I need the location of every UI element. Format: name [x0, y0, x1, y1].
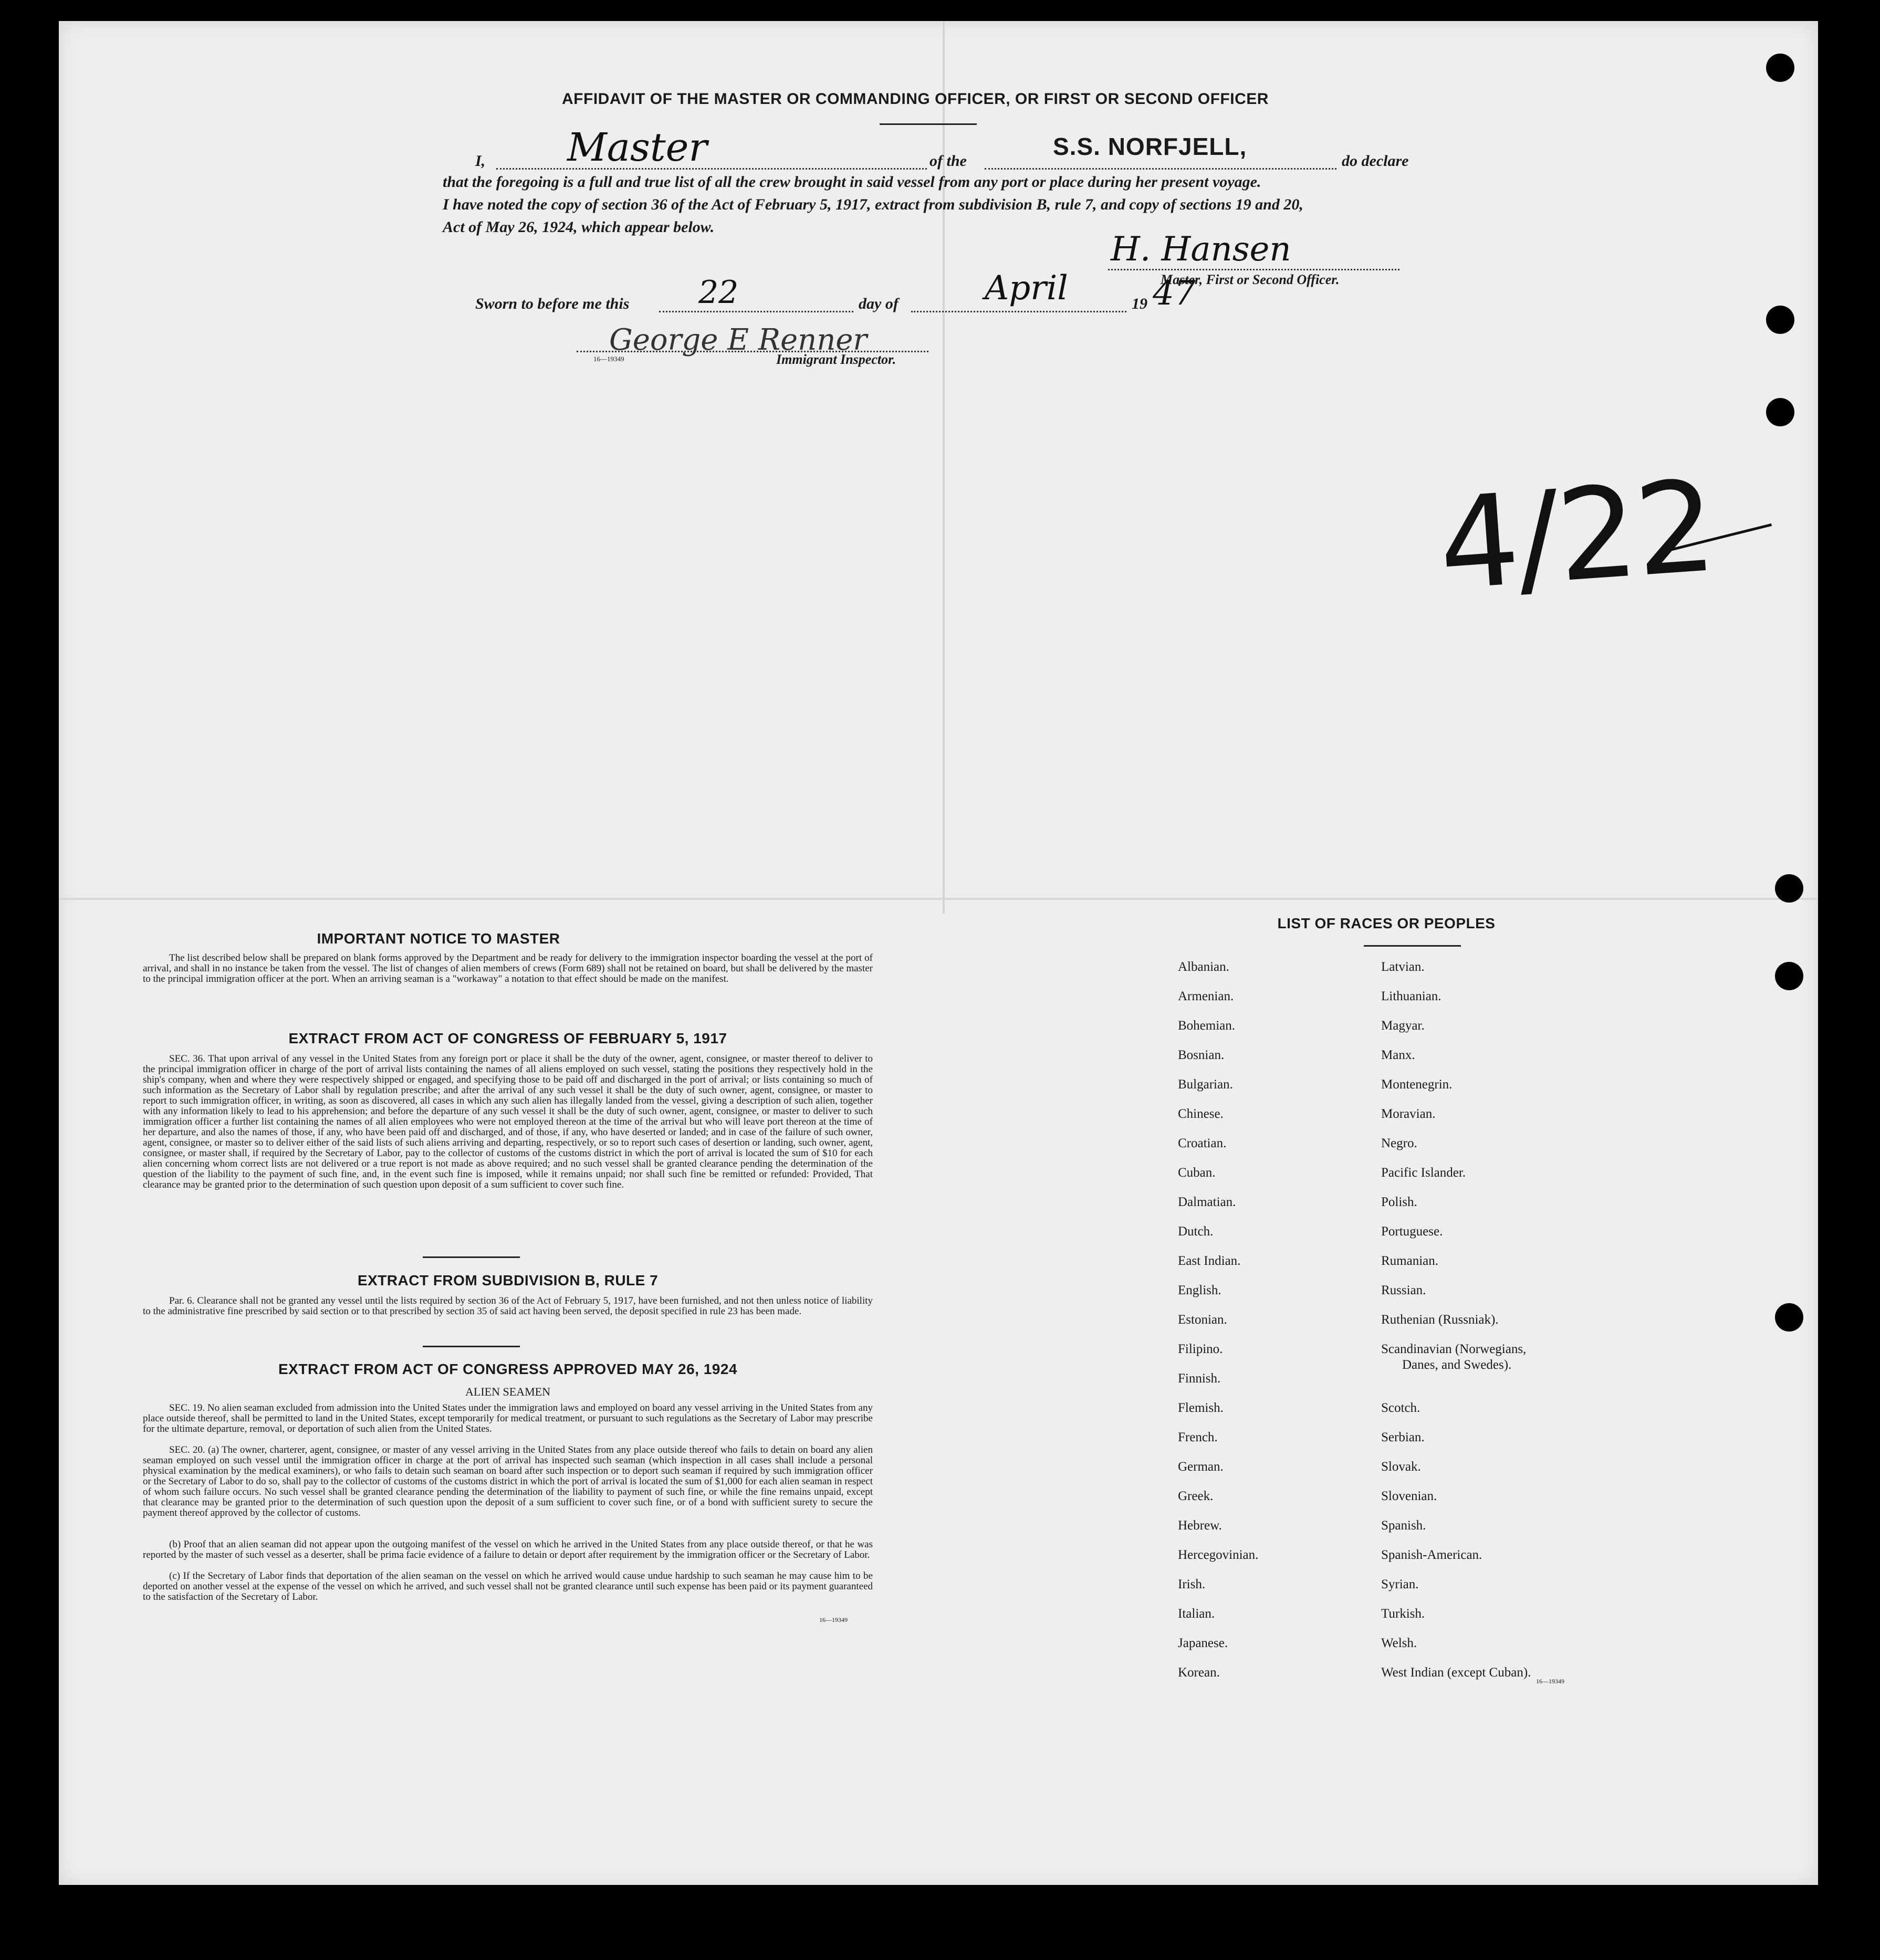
- race-item: Scandinavian (Norwegians,: [1381, 1342, 1527, 1356]
- rule7-title: EXTRACT FROM SUBDIVISION B, RULE 7: [357, 1272, 659, 1288]
- signature-line: [1108, 269, 1399, 270]
- race-item: Japanese.: [1178, 1636, 1228, 1650]
- sec20a-text: SEC. 20. (a) The owner, charterer, agent, consignee, or master of any vessel arriving in the United States from any place outside thereof who fails to detain on board any alien seaman employed on such vessel until the immigration officer in charge at the port of arrival has inspected such seaman (which inspection in all cases shall include a personal physical examination by the medical examiners), or who fails to detain such seaman on board after such inspection or to deport such seaman if required by such immigration officer or the Secretary of Labor to do so, shall pay to the collector of customs of the customs district in which the port of arrival is located the sum of $1,000 for each alien seaman in respect of whom such failure occurs. No such vessel shall be granted clearance pending the determination of the liability to payment of such fine, or while the fine remains unpaid, except that clearance may be granted prior to the determination of such question upon the deposit of a sum sufficient to cover such fine, or of a bond with sufficient surety to secure the payment thereof approved by the collector of customs.: [143, 1444, 873, 1518]
- race-item: Ruthenian (Russniak).: [1381, 1313, 1499, 1327]
- races-title: LIST OF RACES OR PEOPLES: [1277, 915, 1496, 931]
- race-item: Pacific Islander.: [1381, 1166, 1466, 1180]
- race-item: Estonian.: [1178, 1313, 1227, 1327]
- race-item: Turkish.: [1381, 1607, 1425, 1621]
- race-item: English.: [1178, 1283, 1221, 1297]
- race-item: Bohemian.: [1178, 1019, 1236, 1033]
- race-item: Moravian.: [1381, 1107, 1436, 1121]
- race-item: Rumanian.: [1381, 1254, 1439, 1268]
- race-item: Spanish.: [1381, 1518, 1426, 1533]
- race-item: Negro.: [1381, 1136, 1417, 1150]
- inspector-caption: Immigrant Inspector.: [776, 352, 896, 367]
- race-item: East Indian.: [1178, 1254, 1241, 1268]
- race-item: Danes, and Swedes).: [1402, 1358, 1512, 1372]
- act1917-title: EXTRACT FROM ACT OF CONGRESS OF FEBRUARY 5, 1917: [288, 1030, 727, 1046]
- race-item: Dutch.: [1178, 1224, 1214, 1239]
- sworn-month: April: [985, 269, 1068, 308]
- sworn-label: Sworn to before me this: [475, 295, 630, 312]
- name-line: [496, 168, 927, 170]
- race-item: Italian.: [1178, 1607, 1215, 1621]
- race-item: Irish.: [1178, 1577, 1206, 1591]
- sec20c-text: (c) If the Secretary of Labor finds that deportation of the alien seaman on the vessel on which he arrived would cause undue hardship to such seaman he may cause him to be deported on another vessel at the expense of the vessel on which he arrived, and such vessel shall not be granted clearance until such expense has been paid or its payment guaranteed to the satisfaction of the Secretary of Labor.: [143, 1570, 873, 1602]
- i-label: I,: [475, 152, 486, 170]
- race-item: Bulgarian.: [1178, 1077, 1233, 1092]
- race-item: Scotch.: [1381, 1401, 1421, 1415]
- race-item: German.: [1178, 1460, 1224, 1474]
- race-item: Filipino.: [1178, 1342, 1223, 1356]
- sworn-day-line: [659, 311, 853, 312]
- of-the-label: of the: [929, 152, 967, 170]
- race-item: Flemish.: [1178, 1401, 1224, 1415]
- races-column-1: [1178, 960, 1258, 1695]
- race-item: Bosnian.: [1178, 1048, 1225, 1062]
- race-item: Slovak.: [1381, 1460, 1421, 1474]
- affidavit-title: AFFIDAVIT OF THE MASTER OR COMMANDING OFFICER, OR FIRST OR SECOND OFFICER: [562, 90, 1269, 108]
- affidavit-line-3: I have noted the copy of section 36 of the Act of February 5, 1917, extract from subdivision B, rule 7, and copy of sections 19 and 20,: [443, 196, 1303, 213]
- form-number: 16—19349: [593, 355, 624, 363]
- race-item: Portuguese.: [1381, 1224, 1443, 1239]
- sworn-month-line: [911, 311, 1126, 312]
- race-item: Croatian.: [1178, 1136, 1227, 1150]
- races-title-rule: [1364, 945, 1461, 947]
- punch-hole: [1766, 306, 1794, 334]
- notice-text: The list described below shall be prepared on blank forms approved by the Department and be ready for delivery to the immigration inspector boarding the vessel at the port of arrival, and shall in no instance be taken from the vessel. The list of changes of alien members of crews (Form 689) shall not be retained on board, but shall be delivered by the master to the principal immigration officer at the port. When an arriving seaman is a "workaway" a notation to that effect should be made on the manifest.: [143, 952, 873, 984]
- act1924-title: EXTRACT FROM ACT OF CONGRESS APPROVED MAY 26, 1924: [278, 1361, 737, 1377]
- vessel-name: S.S. NORFJELL,: [1053, 133, 1247, 160]
- affidavit-line-4: Act of May 26, 1924, which appear below.: [443, 218, 715, 236]
- notice-title: IMPORTANT NOTICE TO MASTER: [317, 930, 560, 947]
- title-rule: [880, 123, 977, 125]
- punch-hole: [1766, 54, 1794, 82]
- act1917-text: SEC. 36. That upon arrival of any vessel in the United States from any foreign port or place it shall be the duty of the owner, agent, consignee, or master thereof to deliver to the principal immigration officer in charge of the port of arrival lists containing the names of all aliens employed on such vessel, stating the positions they respectively hold in the ship's company, when and where they were respectively shipped or engaged, and specifying those to be paid off and discharged in the port of arrival; or lists containing so much of such information as the Secretary of Labor shall by regulation prescribe; and after the arrival of any such vessel it shall be the duty of such owner, agent, consignee, or master to report to such immigration officer, in writing, as soon as discovered, all cases in which any such alien has illegally landed from the vessel, giving a description of such alien, together with any information likely to lead to his apprehension; and before the departure of any such vessel it shall be the duty of such owner, agent, consignee, or master to deliver to such immigration officer a further list containing the names of all alien employees who were not employed thereon at the time of the arrival but who will leave port thereon at the time of her departure, and also the names of those, if any, who have been paid off and discharged, and of those, if any, who have deserted or landed; and in case of the failure of such owner, agent, consignee, or master so to deliver either of the said lists of such aliens arriving and departing, respectively, or so to report such cases of desertion or landing, such owner, agent, consignee, or master shall, if required by the Secretary of Labor, pay to the collector of customs of the customs district in which the port of arrival is located the sum of $10 for each alien concerning whom correct lists are not delivered or a true report is not made as above required; and no such vessel shall be granted clearance pending the determination of the question of the liability to the payment of such fine, and, in the event such fine is imposed, while it remains unpaid; nor shall such fine be remitted or refunded: Provided, That clearance may be granted prior to the determination of such question upon deposit of a sum sufficient to cover such fine.: [143, 1053, 873, 1190]
- races-column-2: [1381, 960, 1531, 1695]
- race-item: Cuban.: [1178, 1166, 1216, 1180]
- punch-hole: [1766, 398, 1794, 426]
- race-item: Dalmatian.: [1178, 1195, 1236, 1209]
- act1924-subtitle: ALIEN SEAMEN: [465, 1385, 550, 1398]
- punch-hole: [1775, 962, 1803, 990]
- race-item: Magyar.: [1381, 1019, 1425, 1033]
- race-item: Lithuanian.: [1381, 989, 1442, 1003]
- punch-hole: [1775, 1303, 1803, 1332]
- race-item: Chinese.: [1178, 1107, 1224, 1121]
- race-item: Montenegrin.: [1381, 1077, 1453, 1092]
- race-item: Hercegovinian.: [1178, 1548, 1259, 1562]
- race-item: Greek.: [1178, 1489, 1214, 1503]
- vessel-line: [985, 168, 1336, 170]
- sec19-text: SEC. 19. No alien seaman excluded from admission into the United States under the immigration laws and employed on board any vessel arriving in the United States from any place outside thereof, shall be permitted to land in the United States, except temporarily for medical treatment, or pursuant to such regulations as the Secretary of Labor may prescribe for the ultimate departure, removal, or deportation of such alien from the United States.: [143, 1402, 873, 1434]
- race-item: Russian.: [1381, 1283, 1426, 1297]
- section-rule: [423, 1346, 520, 1347]
- race-item: West Indian (except Cuban).: [1381, 1665, 1531, 1680]
- race-item: Syrian.: [1381, 1577, 1419, 1591]
- do-declare-label: do declare: [1342, 152, 1409, 170]
- sworn-day: 22: [698, 274, 739, 311]
- fold-line-horizontal: [59, 898, 1818, 900]
- margin-note-date: 4/22: [1434, 453, 1719, 619]
- year-prefix: 19: [1132, 295, 1147, 312]
- rule7-text: Par. 6. Clearance shall not be granted any vessel until the lists required by section 36 of the Act of February 5, 1917, have been furnished, and not then unless notice of liability to the administrative fine prescribed by said section or to that prescribed by section 35 of said act having been served, the deposit specified in rule 23 has been made.: [143, 1295, 873, 1317]
- race-item: French.: [1178, 1430, 1218, 1444]
- race-item: Spanish-American.: [1381, 1548, 1482, 1562]
- race-item: Slovenian.: [1381, 1489, 1437, 1503]
- sec20b-text: (b) Proof that an alien seaman did not appear upon the outgoing manifest of the vessel on which he arrived in the United States from any place outside thereof, or that he was reported by the master of such vessel as a deserter, shall be prima facie evidence of a failure to detain or deport after requirement by the immigration officer or the Secretary of Labor.: [143, 1539, 873, 1560]
- section-rule: [423, 1256, 520, 1258]
- signature-caption: Master, First or Second Officer.: [1161, 272, 1340, 287]
- year-handwritten: 47: [1153, 274, 1196, 313]
- race-item: Welsh.: [1381, 1636, 1417, 1650]
- affidavit-line-2: that the foregoing is a full and true list of all the crew brought in said vessel from any port or place during her present voyage.: [443, 173, 1261, 191]
- race-item: Korean.: [1178, 1665, 1220, 1680]
- form-number-left: 16—19349: [819, 1616, 848, 1623]
- race-item: Serbian.: [1381, 1430, 1425, 1444]
- handwritten-master: Master: [567, 125, 707, 170]
- day-of-label: day of: [859, 295, 899, 312]
- inspector-signature: George E Renner: [609, 323, 868, 357]
- race-item: Manx.: [1381, 1048, 1415, 1062]
- master-signature: H. Hansen: [1111, 230, 1291, 269]
- punch-hole: [1775, 874, 1803, 903]
- form-number-right: 16—19349: [1536, 1678, 1564, 1685]
- race-item: Finnish.: [1178, 1371, 1221, 1386]
- race-item: Armenian.: [1178, 989, 1234, 1003]
- race-item: Latvian.: [1381, 960, 1425, 974]
- race-item: Polish.: [1381, 1195, 1417, 1209]
- race-item: Hebrew.: [1178, 1518, 1222, 1533]
- race-item: Albanian.: [1178, 960, 1229, 974]
